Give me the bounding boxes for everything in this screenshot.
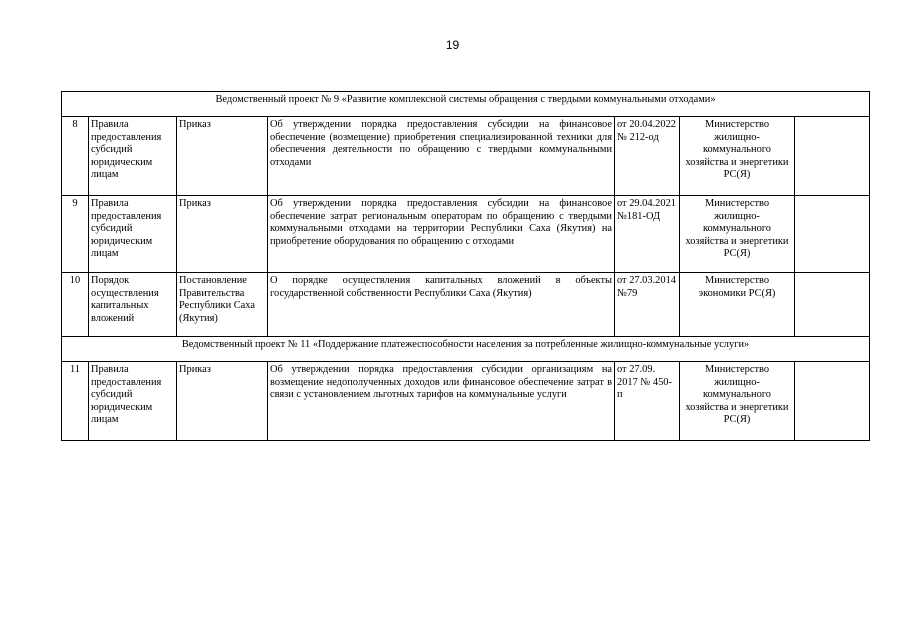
act-description: О порядке осуществления капитальных вложений в объекты государственной собственности Республики Саха (Якутия) [268,273,615,337]
act-description: Об утверждении порядка предоставления субсидии организациям на возмещение недополученных доходов или финансовое обеспечение затрат в связи с установлением льготных тарифов на коммунальные услуги [268,362,615,441]
legal-acts-table [61,91,870,441]
extra-cell [795,117,870,196]
section-title: Ведомственный проект № 9 «Развитие комплексной системы обращения с твердыми коммунальными отходами» [62,92,870,117]
table-row [62,196,870,273]
row-number: 10 [62,273,89,337]
extra-cell [795,273,870,337]
page-number: 19 [445,38,460,52]
act-type: Приказ [177,196,268,273]
responsible-ministry: Министерство жилищно-коммунального хозяйства и энергетики РС(Я) [680,117,795,196]
act-type: Приказ [177,362,268,441]
act-name: Правила предоставления субсидий юридическим лицам [89,196,177,273]
act-date-number: от 27.03.2014 №79 [615,273,680,337]
act-date-number: от 29.04.2021 №181-ОД [615,196,680,273]
extra-cell [795,196,870,273]
section-row [62,337,870,362]
row-number: 8 [62,117,89,196]
table-row [62,273,870,337]
act-description: Об утверждении порядка предоставления субсидии на финансовое обеспечение затрат региональным операторам по обращению с твердыми коммунальными отходами на территории Республики Саха (Якутия) на приобретение оборудования по обращению с отходами [268,196,615,273]
act-name: Порядок осуществления капитальных вложений [89,273,177,337]
act-name: Правила предоставления субсидий юридическим лицам [89,117,177,196]
table-row [62,362,870,441]
row-number: 9 [62,196,89,273]
section-title: Ведомственный проект № 11 «Поддержание платежеспособности населения за потребленные жилищно-коммунальные услуги» [62,337,870,362]
act-type: Постановление Правительства Республики Саха (Якутия) [177,273,268,337]
responsible-ministry: Министерство жилищно-коммунального хозяйства и энергетики РС(Я) [680,362,795,441]
act-name: Правила предоставления субсидий юридическим лицам [89,362,177,441]
responsible-ministry: Министерство жилищно-коммунального хозяйства и энергетики РС(Я) [680,196,795,273]
act-date-number: от 27.09. 2017 № 450-п [615,362,680,441]
section-row [62,92,870,117]
extra-cell [795,362,870,441]
act-description: Об утверждении порядка предоставления субсидии на финансовое обеспечение (возмещение) приобретения специализированной техники для обеспечения деятельности по обращению с твердыми коммунальными отходами [268,117,615,196]
row-number: 11 [62,362,89,441]
act-type: Приказ [177,117,268,196]
act-date-number: от 20.04.2022 № 212-од [615,117,680,196]
table-row [62,117,870,196]
responsible-ministry: Министерство экономики РС(Я) [680,273,795,337]
